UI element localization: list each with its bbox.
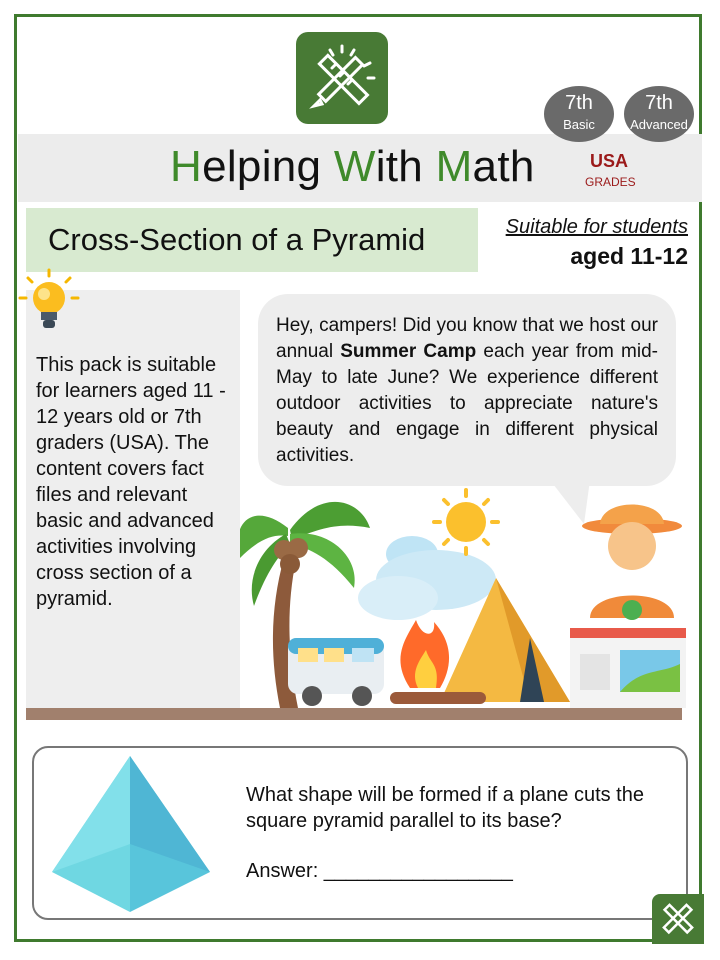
age-range: aged 11-12 (570, 243, 688, 269)
grades-label: GRADES (585, 175, 636, 189)
speech-text-highlight: Summer Camp (340, 341, 477, 362)
badge-grade: 7th (645, 92, 673, 114)
lightbulb-icon (18, 268, 80, 339)
grade-badge-advanced (624, 86, 694, 142)
description-text: This pack is suitable for learners aged 11 - 12 years old or 7th graders (USA). The content covers fact files and relevant basic and advanced activities involving cross section of a pyramid. (36, 354, 226, 610)
answer-line: Answer: _________________ (246, 860, 513, 882)
sun-icon (434, 490, 498, 554)
suitable-label: Suitable for students (505, 216, 688, 238)
question-text: What shape will be formed if a plane cuts the square pyramid parallel to its base? (246, 784, 644, 832)
brand-initial: H (170, 142, 203, 191)
speech-text-end: each year from mid-May to late June? We experience different outdoor activities to appreciate nature's beauty and engage in different physical activities. (276, 341, 658, 466)
speech-text-start: Hey, campers! Did you know that we host our annual (276, 315, 658, 362)
badge-level: Advanced (630, 117, 688, 132)
pencil-ruler-corner-icon (652, 894, 704, 944)
grade-badge-basic (544, 86, 614, 142)
brand-text: ath (472, 142, 535, 191)
pencil-ruler-logo-icon (296, 32, 388, 124)
country-label: USA (590, 151, 629, 171)
brand-initial: M (435, 142, 473, 191)
badge-grade: 7th (565, 92, 593, 114)
brand-text: ith (375, 142, 436, 191)
brand-text: elping (202, 142, 334, 191)
ground-strip (26, 708, 682, 720)
summer-camp-illustration (240, 488, 686, 712)
square-pyramid-icon (46, 752, 216, 918)
brand-initial: W (333, 142, 376, 191)
speech-text (276, 313, 658, 469)
worksheet-title: Cross-Section of a Pyramid (48, 222, 426, 257)
badge-level: Basic (563, 117, 595, 132)
